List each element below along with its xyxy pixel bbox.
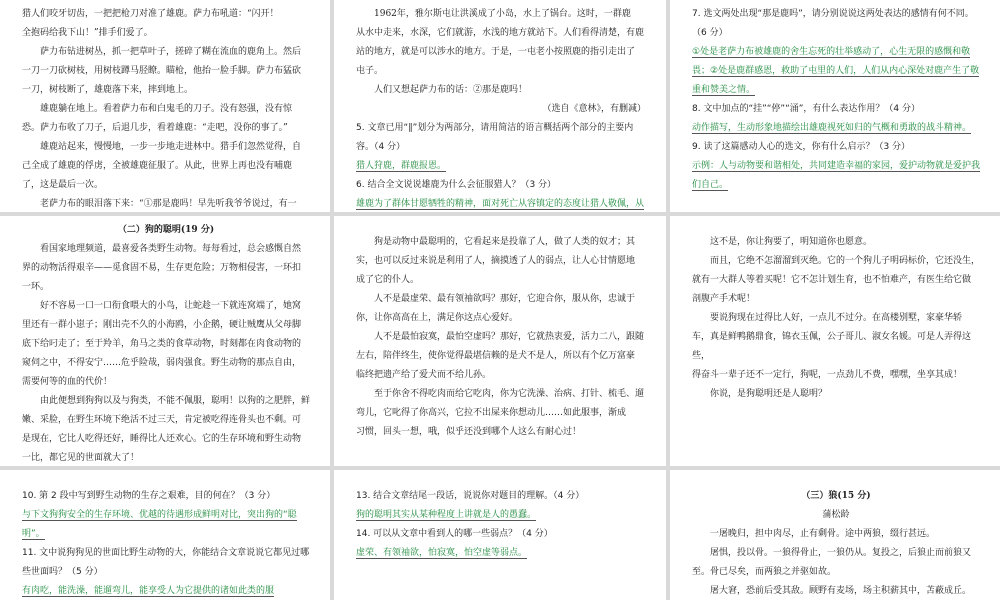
text-line: 人们又想起萨力布的话：②那是鹿吗！ bbox=[374, 85, 528, 95]
text-line: 是现在，它比人吃得还好，睡得比人还欢心。它的生存环境和野生动物 bbox=[22, 434, 302, 444]
text-line: 剖腹产手术呢！ bbox=[692, 294, 756, 304]
section-heading: （二）狗的聪明(19 分) bbox=[117, 225, 215, 235]
text-line: 需要何等的血的代价！ bbox=[22, 377, 113, 387]
text-line: 一环。 bbox=[22, 282, 50, 292]
question-14: 14. 可以从文章中看到人的哪一些弱点？（4 分） bbox=[356, 529, 553, 539]
text-line: 站的地方，就是可以涉水的地方。于是，一屯老小按照鹿的指引走出了 bbox=[356, 47, 636, 57]
question-11: 11. 文中说狗狗见的世面比野生动物的大，你能结合文章说说它都见过哪些世面吗？（5 分） bbox=[22, 548, 310, 577]
text-line: 得奋斗一辈子还不一定行，狗呢，一点劲儿不费，嘿嘿，坐享其成！ bbox=[692, 370, 963, 380]
text-line: 弯儿，它叱得了你高兴，它拉不出屎来你想动儿……如此服事，渐成 bbox=[356, 408, 627, 418]
text-line: 里还有一群小崽子；刚出壳不久的小海鸥，小企鹅，硬让贼鹰从父母脚 bbox=[22, 320, 302, 330]
text-line: 1962年，雅尔斯屯让洪溪成了小岛，水上了锅台。这时，一群鹿 bbox=[374, 9, 631, 19]
text-line: 一刀，树枝断了，雄鹿落下来，摔到地上。 bbox=[22, 85, 194, 95]
question-7: 7. 选文两处出现“那是鹿吗”，请分别说说这两处表达的感情有何不同。（6 分） bbox=[692, 9, 974, 38]
text-line: 人不是最怕寂寞，最怕空虚吗？那好，它就热衷爱，活力二八，跟随 bbox=[374, 332, 645, 342]
answer-14: 虚荣、有领袖欲，怕寂寞，怕空虚等弱点。 bbox=[356, 548, 528, 558]
page-section-7 bbox=[0, 470, 330, 600]
text-line: 临终把遗产给了爱犬而不给儿孙。 bbox=[356, 370, 492, 380]
text-line: 一刀一刀砍树枝，用树枝蹲马胫瞭。瞄枪，他抬一脸手脚。萨力布猛砍 bbox=[22, 66, 302, 76]
text-line: 狗是动物中最聪明的，它看起来是投靠了人，做了人类的奴才；其 bbox=[374, 237, 636, 247]
answer-6: 雄鹿为了群体甘愿牺牲的精神，面对死亡从容镇定的态度让猎人敬佩，从 bbox=[356, 195, 646, 212]
text-line: 屠大窘，恐前后受其敌。顾野有麦场，场主积薪其中，苫蔽成丘。 bbox=[710, 586, 972, 596]
text-line: 己全成了雄鹿的俘虏，全被雄鹿征服了。从此，世界上再也没有哺鹿 bbox=[22, 161, 293, 171]
answer-10: 与下文狗狗安全的生存环境、优越的待遇形成鲜明对比，突出狗的“聪明”。 bbox=[22, 510, 297, 539]
text-line: 雄鹿躺在地上。看着萨力布和白鬼毛的刀子。没有怒强，没有惊 bbox=[40, 104, 293, 114]
text-line: 好不容易一口一口衔食喂大的小鸟，让蛇趁一下就连窝端了，她窝 bbox=[40, 301, 302, 311]
text-line: 这不是，你让狗要了，明知道你也愿意。 bbox=[710, 237, 873, 247]
text-line: 一屠晚归，担中肉尽，止有剩骨。途中两狼，缀行甚远。 bbox=[710, 529, 936, 539]
text-line: 恐。萨力布收了刀子，后退几步，看着雄鹿：“走吧，没你的事了。” bbox=[22, 123, 288, 133]
text-line: 成了它的仆人。 bbox=[356, 275, 420, 285]
text-line: 全抱码给我下山！”排手们爱了。 bbox=[22, 28, 153, 38]
source-citation: （选自《意林》，有删减） bbox=[542, 104, 646, 114]
text-line: 车，真是鲜鸭鹅鼎食，锦衣玉佩，公子哥儿、淑女名媛。可是人弄得这些， bbox=[692, 332, 972, 361]
text-line: 了，这是最后一次。 bbox=[22, 180, 104, 190]
page-section-2 bbox=[334, 0, 666, 212]
text-line: 猎人们咬牙切齿，一把把枪刀对准了雄鹿。萨力布吼道：“闪开！ bbox=[22, 9, 279, 19]
page-section-3 bbox=[670, 0, 1000, 212]
text-line: 至。骨已尽矣，而两狼之并驱如故。 bbox=[692, 567, 837, 577]
answer-7: ①处是老萨力布被雄鹿的舍生忘死的壮举感动了，心生无限的感慨和敬畏；②处是鹿群感恩，救助了屯里的人们，人们从内心深处对鹿产生了敬重和赞美之情。 bbox=[692, 47, 980, 95]
text-line: 至于你舍不得吃肉而给它吃肉，你为它洗澡、治病、打针、梳毛、遛 bbox=[374, 389, 645, 399]
question-9: 9. 读了这篇感动人心的选文，你有什么启示？（3 分） bbox=[692, 142, 911, 152]
text-line: 老萨力布的眼泪落下来：“①那是鹿吗！早先听我爷爷说过，有一 bbox=[40, 199, 297, 209]
question-6: 6. 结合全文说说雄鹿为什么会征服猎人？（3 分） bbox=[356, 180, 557, 190]
text-line: 嫩、采脸，在野生环境下绝活不过三天，肯定被吃得连骨头也不剩。可 bbox=[22, 415, 302, 425]
page-section-4 bbox=[0, 216, 330, 466]
text-line: 一比，都它见的世面就大了！ bbox=[22, 453, 140, 463]
text-line: 屠惧，投以骨。一狼得骨止，一狼仍从。复投之，后狼止而前狼又 bbox=[710, 548, 972, 558]
answer-8: 动作描写，生动形象地描绘出雄鹿视死如归的气概和勇敢的战斗精神。 bbox=[692, 123, 972, 133]
page-section-8 bbox=[334, 470, 666, 600]
text-line: 窥伺之中，不得安宁……危乎险哉，弱肉强食。野生动物的那点自由， bbox=[22, 358, 302, 368]
text-line: 你说，是狗聪明还是人聪明？ bbox=[710, 389, 828, 399]
text-line: 从水中走来，水深，它们就游，水浅的地方就站下。人们看得清楚，有鹿 bbox=[356, 28, 645, 38]
page-section-9 bbox=[670, 470, 1000, 600]
page-section-5 bbox=[334, 216, 666, 466]
answer-11: 有肉吃，能洗澡，能遛弯儿，能享受人为它提供的诸如此类的服 bbox=[22, 586, 275, 596]
text-line: 屯子。 bbox=[356, 66, 384, 76]
question-13: 13. 结合文章结尾一段话，说说你对题目的理解。（4 分） bbox=[356, 491, 585, 501]
text-line: 就有一大群人等着买呢！它不怎计划生育，也不怕难产，有医生给它做 bbox=[692, 275, 972, 285]
text-line: 由此便想到狗狗以及与狗类，不能不佩服，聪明！以狗的之肥胖，鲜 bbox=[40, 396, 311, 406]
section-heading: （三）狼(15 分) bbox=[801, 491, 871, 501]
text-line: 雄鹿站起来，慢慢地，一步一步地走进林中。猎手们忽然觉得，自 bbox=[40, 142, 302, 152]
answer-13: 狗的聪明其实从某种程度上讲就是人的愚蠢。 bbox=[356, 510, 537, 520]
question-10: 10. 第 2 段中写到野生动物的生存之艰难，目的何在？（3 分） bbox=[22, 491, 276, 501]
text-line: 界的动物活得艰辛——觅食固不易，生存更危险；万物相侵害，一环扣 bbox=[22, 263, 302, 273]
answer-9: 示例：人与动物要和谐相处，共同建造幸福的家园，爱护动物就是爱护我们自己。 bbox=[692, 161, 981, 190]
page-section-1 bbox=[0, 0, 330, 212]
text-line: 实，也可以反过来说是利用了人，摘摸透了人的弱点，让人心甘情愿地 bbox=[356, 256, 636, 266]
question-8: 8. 文中加点的“挂”“停”“涌”，有什么表达作用？（4 分） bbox=[692, 104, 921, 114]
author-name: 蒲松龄 bbox=[822, 510, 850, 520]
page-section-6 bbox=[670, 216, 1000, 466]
text-line: 人不是最虚荣、最有领袖欲吗？那好，它迎合你，服从你，忠诚于 bbox=[374, 294, 636, 304]
text-line: 看国家地理频道，最喜爱各类野生动物。每每看过，总会感慨自然 bbox=[40, 244, 302, 254]
question-5: 5. 文章已用“∥”划分为两部分，请用简洁的语言概括两个部分的主要内容。（4 分） bbox=[356, 123, 634, 152]
text-line: 要说狗现在过得比人好，一点儿不过分。在高楼别墅，家豪华轿 bbox=[710, 313, 963, 323]
text-line: 习惯，回头一想，哦，似乎还没到哪个人这么有耐心过！ bbox=[356, 427, 582, 437]
text-line: 而且，它绝不怎溜溜到灭绝。它的一个狗儿子明码标价，它还没生， bbox=[710, 256, 981, 266]
answer-5: 猎人狩鹿，群鹿报恩。 bbox=[356, 161, 447, 171]
text-line: 左右，陪伴终生，使你觉得最堪信赖的是犬不是人，所以有个亿万富豪 bbox=[356, 351, 636, 361]
text-line: 你，让你高高在上，满足你这点心爱好。 bbox=[356, 313, 519, 323]
text-line: 底下给叼走了；至于羚羊，角马之类的食草动物，时刻都在肉食动物的 bbox=[22, 339, 302, 349]
text-line: 萨力布钻进树丛，抓一把草叶子，搓碎了糊在流血的鹿角上。然后 bbox=[40, 47, 302, 57]
